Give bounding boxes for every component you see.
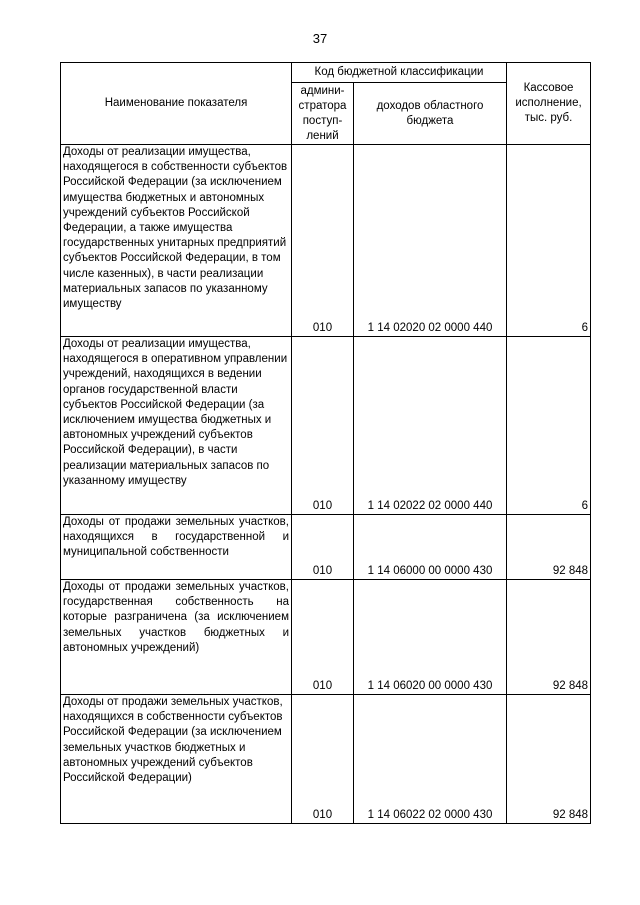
header-row-1 — [61, 63, 591, 83]
row-admin-code: 010 — [292, 695, 354, 824]
row-amount: 92 848 — [507, 580, 591, 695]
row-amount: 92 848 — [507, 515, 591, 580]
table-row — [61, 695, 591, 824]
row-budget-code: 1 14 06020 00 0000 430 — [354, 580, 507, 695]
row-amount: 6 — [507, 337, 591, 515]
page-number: 37 — [312, 31, 328, 46]
row-indicator-name: Доходы от реализации имущества, находящегося в оперативном управлении учреждений, находящихся в ведении органов государственной власти субъектов Российской Федерации (за исключением имущества бюджетных и автономных учреждений субъектов Российской Федерации), в части реализации материальных запасов по указанному имуществу — [61, 337, 292, 515]
row-budget-code: 1 14 02020 02 0000 440 — [354, 145, 507, 337]
header-admin: админи-стратора поступ-лений — [292, 83, 354, 145]
header-classification-group: Код бюджетной классификации — [292, 63, 507, 83]
row-amount: 6 — [507, 145, 591, 337]
header-indicator-name: Наименование показателя — [61, 63, 292, 145]
row-budget-code: 1 14 06022 02 0000 430 — [354, 695, 507, 824]
row-indicator-name: Доходы от продажи земельных участков, находящихся в государственной и муниципальной собственности — [61, 515, 292, 580]
table-row — [61, 515, 591, 580]
row-budget-code: 1 14 06000 00 0000 430 — [354, 515, 507, 580]
row-indicator-name: Доходы от реализации имущества, находящегося в собственности субъектов Российской Федерации (за исключением имущества бюджетных и автономных учреждений субъектов Российской Федерации, а также имущества государственных унитарных предприятий субъектов Российской Федерации, в том числе казенных), в части реализации материальных запасов по указанному имуществу — [61, 145, 292, 337]
row-budget-code: 1 14 02022 02 0000 440 — [354, 337, 507, 515]
header-revenue: доходов областного бюджета — [354, 83, 507, 145]
row-admin-code: 010 — [292, 337, 354, 515]
row-admin-code: 010 — [292, 145, 354, 337]
header-execution: Кассовое исполнение, тыс. руб. — [507, 63, 591, 145]
table-row — [61, 580, 591, 695]
row-admin-code: 010 — [292, 515, 354, 580]
row-amount: 92 848 — [507, 695, 591, 824]
row-indicator-name: Доходы от продажи земельных участков, находящихся в собственности субъектов Российской Федерации (за исключением земельных участков бюджетных и автономных учреждений субъектов Российской Федерации) — [61, 695, 292, 824]
table-row — [61, 337, 591, 515]
row-indicator-name: Доходы от продажи земельных участков, государственная собственность на которые разграничена (за исключением земельных участков бюджетных и автономных учреждений) — [61, 580, 292, 695]
row-admin-code: 010 — [292, 580, 354, 695]
budget-revenue-table — [60, 62, 591, 824]
table-row — [61, 145, 591, 337]
